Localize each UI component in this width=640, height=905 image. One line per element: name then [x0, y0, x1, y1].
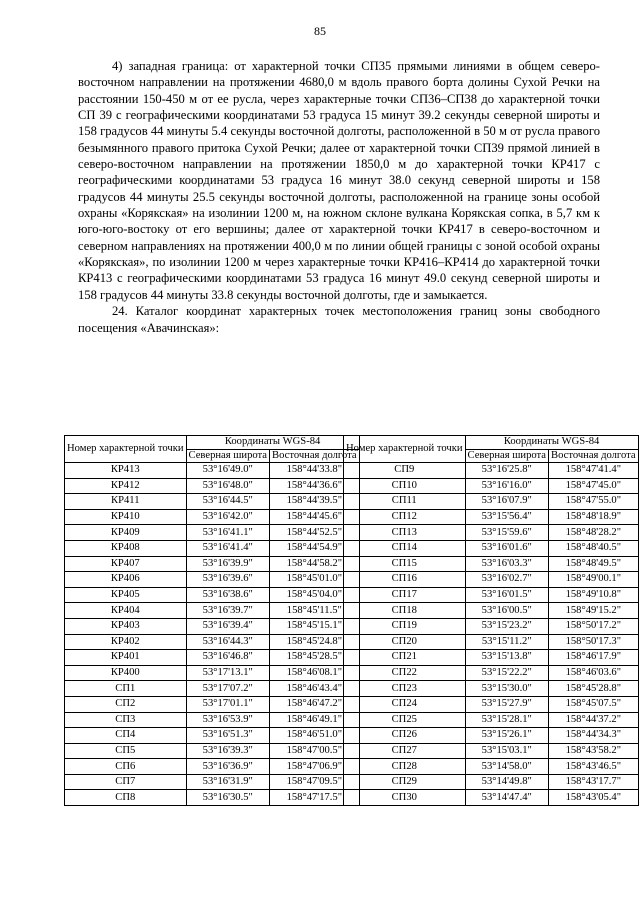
longitude-cell: 158°47'41.4"	[549, 463, 639, 479]
table-row	[65, 540, 360, 556]
header-longitude: Восточная долгота	[549, 449, 639, 463]
table-row	[65, 759, 360, 775]
table-row	[344, 712, 639, 728]
point-name-cell: СП16	[344, 572, 466, 588]
table-row	[344, 556, 639, 572]
table-row	[344, 681, 639, 697]
longitude-cell: 158°47'17.5"	[270, 790, 360, 806]
latitude-cell: 53°16'46.8"	[186, 650, 269, 666]
point-name-cell: СП20	[344, 634, 466, 650]
longitude-cell: 158°48'49.5"	[549, 556, 639, 572]
point-name-cell: КР410	[65, 509, 187, 525]
header-latitude: Северная широта	[186, 449, 269, 463]
table-row	[65, 712, 360, 728]
point-name-cell: СП10	[344, 478, 466, 494]
latitude-cell: 53°16'44.5"	[186, 494, 269, 510]
latitude-cell: 53°14'47.4"	[465, 790, 548, 806]
header-latitude: Северная широта	[465, 449, 548, 463]
table-row	[344, 634, 639, 650]
latitude-cell: 53°16'01.6"	[465, 540, 548, 556]
latitude-cell: 53°16'16.0"	[465, 478, 548, 494]
latitude-cell: 53°15'11.2"	[465, 634, 548, 650]
point-name-cell: СП25	[344, 712, 466, 728]
table-row	[344, 665, 639, 681]
body-text	[78, 58, 600, 336]
coordinates-table-right	[343, 435, 639, 806]
point-name-cell: СП2	[65, 696, 187, 712]
table-row	[65, 509, 360, 525]
longitude-cell: 158°46'08.1"	[270, 665, 360, 681]
longitude-cell: 158°46'17.9"	[549, 650, 639, 666]
longitude-cell: 158°45'01.0"	[270, 572, 360, 588]
point-name-cell: СП7	[65, 774, 187, 790]
point-name-cell: КР409	[65, 525, 187, 541]
longitude-cell: 158°47'55.0"	[549, 494, 639, 510]
longitude-cell: 158°43'58.2"	[549, 743, 639, 759]
table-row	[65, 774, 360, 790]
longitude-cell: 158°47'45.0"	[549, 478, 639, 494]
point-name-cell: СП11	[344, 494, 466, 510]
latitude-cell: 53°16'42.0"	[186, 509, 269, 525]
latitude-cell: 53°16'07.9"	[465, 494, 548, 510]
longitude-cell: 158°45'07.5"	[549, 696, 639, 712]
longitude-cell: 158°44'33.8"	[270, 463, 360, 479]
longitude-cell: 158°45'28.8"	[549, 681, 639, 697]
longitude-cell: 158°44'45.6"	[270, 509, 360, 525]
table-row	[65, 743, 360, 759]
latitude-cell: 53°16'39.6"	[186, 572, 269, 588]
table-row	[344, 696, 639, 712]
table-row	[65, 525, 360, 541]
longitude-cell: 158°47'06.9"	[270, 759, 360, 775]
point-name-cell: КР408	[65, 540, 187, 556]
longitude-cell: 158°48'28.2"	[549, 525, 639, 541]
point-name-cell: СП28	[344, 759, 466, 775]
point-name-cell: СП17	[344, 587, 466, 603]
table-row	[344, 540, 639, 556]
latitude-cell: 53°16'36.9"	[186, 759, 269, 775]
latitude-cell: 53°17'01.1"	[186, 696, 269, 712]
table-row	[344, 572, 639, 588]
point-name-cell: СП1	[65, 681, 187, 697]
latitude-cell: 53°16'53.9"	[186, 712, 269, 728]
latitude-cell: 53°16'39.7"	[186, 603, 269, 619]
latitude-cell: 53°15'59.6"	[465, 525, 548, 541]
page-number: 85	[314, 24, 326, 38]
table-row	[65, 681, 360, 697]
point-name-cell: СП14	[344, 540, 466, 556]
longitude-cell: 158°49'15.2"	[549, 603, 639, 619]
table-row	[65, 494, 360, 510]
table-row	[344, 494, 639, 510]
latitude-cell: 53°15'30.0"	[465, 681, 548, 697]
latitude-cell: 53°14'58.0"	[465, 759, 548, 775]
longitude-cell: 158°44'34.3"	[549, 728, 639, 744]
latitude-cell: 53°16'25.8"	[465, 463, 548, 479]
point-name-cell: КР411	[65, 494, 187, 510]
point-name-cell: СП12	[344, 509, 466, 525]
latitude-cell: 53°16'49.0"	[186, 463, 269, 479]
longitude-cell: 158°47'00.5"	[270, 743, 360, 759]
longitude-cell: 158°45'11.5"	[270, 603, 360, 619]
longitude-cell: 158°44'52.5"	[270, 525, 360, 541]
latitude-cell: 53°16'00.5"	[465, 603, 548, 619]
longitude-cell: 158°45'24.8"	[270, 634, 360, 650]
point-name-cell: КР407	[65, 556, 187, 572]
latitude-cell: 53°17'07.2"	[186, 681, 269, 697]
table-row	[65, 728, 360, 744]
paragraph-catalog-heading: 24. Каталог координат характерных точек местоположения границ зоны свободного посещения «Авачинская»:	[78, 304, 600, 335]
latitude-cell: 53°16'41.4"	[186, 540, 269, 556]
point-name-cell: СП18	[344, 603, 466, 619]
longitude-cell: 158°44'36.6"	[270, 478, 360, 494]
latitude-cell: 53°16'41.1"	[186, 525, 269, 541]
longitude-cell: 158°49'00.1"	[549, 572, 639, 588]
latitude-cell: 53°15'22.2"	[465, 665, 548, 681]
table-row	[344, 774, 639, 790]
table-row	[344, 603, 639, 619]
latitude-cell: 53°15'23.2"	[465, 618, 548, 634]
longitude-cell: 158°46'47.2"	[270, 696, 360, 712]
point-name-cell: КР401	[65, 650, 187, 666]
table-row	[65, 572, 360, 588]
latitude-cell: 53°16'51.3"	[186, 728, 269, 744]
latitude-cell: 53°15'27.9"	[465, 696, 548, 712]
table-row	[344, 650, 639, 666]
point-name-cell: СП19	[344, 618, 466, 634]
point-name-cell: СП27	[344, 743, 466, 759]
longitude-cell: 158°45'28.5"	[270, 650, 360, 666]
point-name-cell: КР403	[65, 618, 187, 634]
point-name-cell: СП24	[344, 696, 466, 712]
latitude-cell: 53°16'39.3"	[186, 743, 269, 759]
point-name-cell: КР404	[65, 603, 187, 619]
paragraph-western-boundary: 4) западная граница: от характерной точки СП35 прямыми линиями в общем северо-восточном направлении на протяжении 4680,0 м вдоль правого борта долины Сухой Речки на расстоянии 150-450 м от ее русла, через характерные точки СП36–СП38 до характерной точки СП 39 с географическими координатами 53 градуса 15 минут 39.2 секунды северной широты и 158 градусов 44 минуты 5.4 секунды восточной долготы, расположенной в 50 м от русла правого безымянного правого притока Сухой Речки; далее от характерной точки СП39 прямой линией в северо-восточном направлении на протяжении 1850,0 м до характерной точки КР417 с географическими координатами 53 градуса 16 минут 38.0 секунд северной широты и 158 градусов 44 минуты 25.5 секунды восточной долготы, расположенной на границе зоны особой охраны «Корякская» на изолинии 1200 м, на южном склоне вулкана Корякская сопка, в 5,7 км к юго-юго-востоку от его вершины; далее от характерной точки КР417 в северо-восточном и северном направлениях на протяжении 400,0 м по линии общей границы с зоной особой охраны «Корякская», по изолинии 1200 м через характерные точки КР416–КР414 до характерной точки КР413 с географическими координатами 53 градуса 16 минут 49.0 секунд северной широты и 158 градусов 44 минуты 33.8 секунды восточной долготы, где и замыкается.	[78, 59, 600, 302]
longitude-cell: 158°50'17.2"	[549, 618, 639, 634]
point-name-cell: КР402	[65, 634, 187, 650]
latitude-cell: 53°16'01.5"	[465, 587, 548, 603]
header-longitude: Восточная долгота	[270, 449, 360, 463]
table-right-body	[344, 463, 639, 806]
table-row	[344, 587, 639, 603]
header-coordinates: Координаты WGS-84	[186, 436, 359, 450]
longitude-cell: 158°50'17.3"	[549, 634, 639, 650]
table-row	[344, 463, 639, 479]
point-name-cell: СП22	[344, 665, 466, 681]
longitude-cell: 158°45'04.0"	[270, 587, 360, 603]
longitude-cell: 158°48'40.5"	[549, 540, 639, 556]
point-name-cell: КР413	[65, 463, 187, 479]
longitude-cell: 158°45'15.1"	[270, 618, 360, 634]
longitude-cell: 158°43'46.5"	[549, 759, 639, 775]
latitude-cell: 53°17'13.1"	[186, 665, 269, 681]
point-name-cell: СП3	[65, 712, 187, 728]
latitude-cell: 53°16'03.3"	[465, 556, 548, 572]
header-point-number: Номер характерной точки	[344, 436, 466, 463]
point-name-cell: СП23	[344, 681, 466, 697]
header-coordinates: Координаты WGS-84	[465, 436, 638, 450]
point-name-cell: КР400	[65, 665, 187, 681]
table-row	[65, 696, 360, 712]
longitude-cell: 158°48'18.9"	[549, 509, 639, 525]
longitude-cell: 158°44'37.2"	[549, 712, 639, 728]
longitude-cell: 158°44'54.9"	[270, 540, 360, 556]
latitude-cell: 53°16'39.9"	[186, 556, 269, 572]
point-name-cell: СП29	[344, 774, 466, 790]
latitude-cell: 53°16'48.0"	[186, 478, 269, 494]
latitude-cell: 53°16'39.4"	[186, 618, 269, 634]
table-row	[65, 556, 360, 572]
latitude-cell: 53°16'38.6"	[186, 587, 269, 603]
table-row	[65, 618, 360, 634]
table-row	[344, 728, 639, 744]
table-row	[344, 618, 639, 634]
latitude-cell: 53°15'56.4"	[465, 509, 548, 525]
latitude-cell: 53°16'31.9"	[186, 774, 269, 790]
point-name-cell: СП15	[344, 556, 466, 572]
point-name-cell: КР405	[65, 587, 187, 603]
point-name-cell: СП9	[344, 463, 466, 479]
point-name-cell: СП8	[65, 790, 187, 806]
point-name-cell: СП30	[344, 790, 466, 806]
table-row	[65, 478, 360, 494]
table-row	[65, 587, 360, 603]
latitude-cell: 53°14'49.8"	[465, 774, 548, 790]
longitude-cell: 158°44'39.5"	[270, 494, 360, 510]
point-name-cell: СП4	[65, 728, 187, 744]
point-name-cell: СП5	[65, 743, 187, 759]
longitude-cell: 158°43'17.7"	[549, 774, 639, 790]
longitude-cell: 158°46'51.0"	[270, 728, 360, 744]
table-row	[65, 650, 360, 666]
coordinates-table-left	[64, 435, 360, 806]
table-row	[344, 509, 639, 525]
table-row	[65, 603, 360, 619]
table-row	[65, 634, 360, 650]
table-row	[344, 525, 639, 541]
point-name-cell: СП6	[65, 759, 187, 775]
longitude-cell: 158°46'49.1"	[270, 712, 360, 728]
table-row	[344, 743, 639, 759]
latitude-cell: 53°16'02.7"	[465, 572, 548, 588]
point-name-cell: СП21	[344, 650, 466, 666]
longitude-cell: 158°46'43.4"	[270, 681, 360, 697]
longitude-cell: 158°43'05.4"	[549, 790, 639, 806]
latitude-cell: 53°15'13.8"	[465, 650, 548, 666]
latitude-cell: 53°16'44.3"	[186, 634, 269, 650]
table-row	[344, 478, 639, 494]
point-name-cell: СП26	[344, 728, 466, 744]
longitude-cell: 158°49'10.8"	[549, 587, 639, 603]
table-left-body	[65, 463, 360, 806]
point-name-cell: КР412	[65, 478, 187, 494]
table-row	[344, 790, 639, 806]
longitude-cell: 158°44'58.2"	[270, 556, 360, 572]
latitude-cell: 53°16'30.5"	[186, 790, 269, 806]
point-name-cell: СП13	[344, 525, 466, 541]
header-point-number: Номер характерной точки	[65, 436, 187, 463]
table-row	[65, 665, 360, 681]
longitude-cell: 158°46'03.6"	[549, 665, 639, 681]
table-row	[344, 759, 639, 775]
latitude-cell: 53°15'26.1"	[465, 728, 548, 744]
latitude-cell: 53°15'03.1"	[465, 743, 548, 759]
table-row	[65, 790, 360, 806]
point-name-cell: КР406	[65, 572, 187, 588]
longitude-cell: 158°47'09.5"	[270, 774, 360, 790]
table-row	[65, 463, 360, 479]
latitude-cell: 53°15'28.1"	[465, 712, 548, 728]
